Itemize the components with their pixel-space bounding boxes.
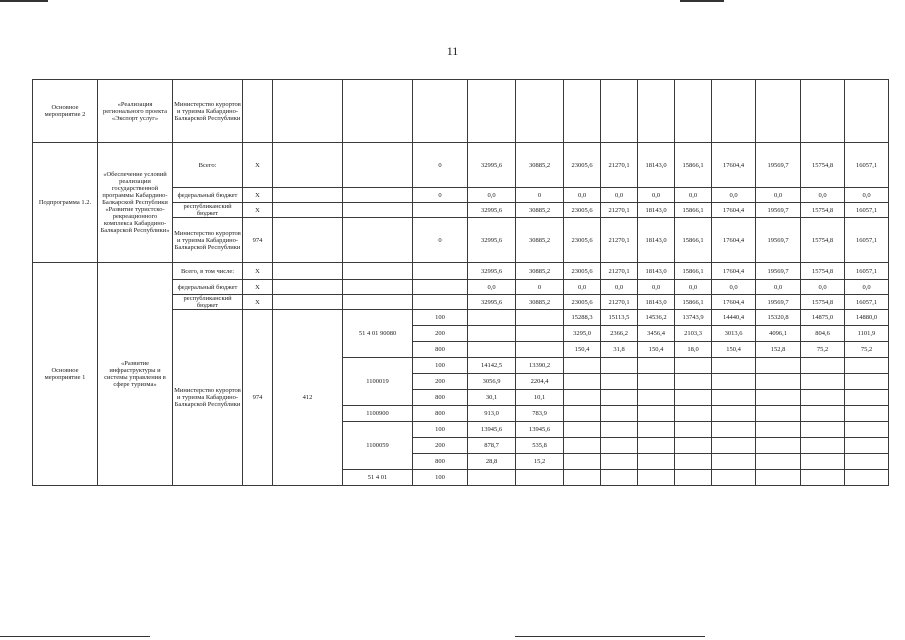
- amount-cell: 0,0: [675, 188, 712, 203]
- source-label-cell: Министерство курортов и туризма Кабардино-Балкарской Республики: [173, 218, 243, 263]
- amount-cell: [564, 406, 601, 422]
- amount-cell: 10,1: [516, 390, 564, 406]
- empty-cell: [516, 80, 564, 143]
- csr-cell: 1100059: [343, 422, 413, 470]
- amount-cell: 23005,6: [564, 203, 601, 218]
- vr-cell: 800: [413, 454, 468, 470]
- amount-cell: 32995,6: [468, 218, 516, 263]
- amount-cell: 878,7: [468, 438, 516, 454]
- vr-cell: 800: [413, 342, 468, 358]
- amount-cell: 15754,8: [801, 263, 845, 280]
- amount-cell: 23005,6: [564, 295, 601, 310]
- amount-cell: 0,0: [675, 280, 712, 295]
- amount-cell: 28,8: [468, 454, 516, 470]
- main-event-name-cell: Основное мероприятие 1: [33, 263, 98, 486]
- amount-cell: 0,0: [468, 280, 516, 295]
- amount-cell: [845, 358, 889, 374]
- amount-cell: 30885,2: [516, 263, 564, 280]
- amount-cell: [601, 422, 638, 438]
- scan-edge-mark: [0, 0, 48, 2]
- rz-cell: [273, 280, 343, 295]
- rz-cell: [273, 263, 343, 280]
- amount-cell: 17604,4: [712, 218, 756, 263]
- grbs-cell: X: [243, 263, 273, 280]
- amount-cell: 0,0: [845, 280, 889, 295]
- amount-cell: 30,1: [468, 390, 516, 406]
- rz-cell: [273, 188, 343, 203]
- amount-cell: 75,2: [845, 342, 889, 358]
- vr-cell: 800: [413, 406, 468, 422]
- amount-cell: [712, 374, 756, 390]
- amount-cell: 19569,7: [756, 263, 801, 280]
- empty-cell: [712, 80, 756, 143]
- vr-cell: 200: [413, 374, 468, 390]
- subprogram-name-cell: Подпрограмма 1.2.: [33, 143, 98, 263]
- amount-cell: 14880,0: [845, 310, 889, 326]
- amount-cell: [712, 406, 756, 422]
- amount-cell: 21270,1: [601, 295, 638, 310]
- amount-cell: 16057,1: [845, 143, 889, 188]
- rz-cell: [273, 203, 343, 218]
- rz-cell: [273, 218, 343, 263]
- amount-cell: 14142,5: [468, 358, 516, 374]
- amount-cell: [601, 406, 638, 422]
- amount-cell: 18143,0: [638, 203, 675, 218]
- amount-cell: 18143,0: [638, 143, 675, 188]
- amount-cell: [801, 358, 845, 374]
- amount-cell: [638, 422, 675, 438]
- amount-cell: 21270,1: [601, 218, 638, 263]
- table-row: [33, 263, 889, 280]
- amount-cell: [516, 326, 564, 342]
- amount-cell: 15754,8: [801, 143, 845, 188]
- amount-cell: 19569,7: [756, 203, 801, 218]
- amount-cell: [675, 454, 712, 470]
- amount-cell: [564, 454, 601, 470]
- amount-cell: [712, 438, 756, 454]
- amount-cell: [756, 390, 801, 406]
- amount-cell: 32995,6: [468, 295, 516, 310]
- amount-cell: [601, 358, 638, 374]
- amount-cell: 2366,2: [601, 326, 638, 342]
- vr-cell: 100: [413, 470, 468, 486]
- event-title-cell: «Реализация регионального проекта «Экспорт услуг»: [98, 80, 173, 143]
- amount-cell: [756, 358, 801, 374]
- vr-cell: 800: [413, 390, 468, 406]
- amount-cell: 150,4: [638, 342, 675, 358]
- amount-cell: 15754,8: [801, 203, 845, 218]
- amount-cell: 0,0: [601, 280, 638, 295]
- amount-cell: 16057,1: [845, 263, 889, 280]
- grbs-cell: X: [243, 280, 273, 295]
- amount-cell: 0: [516, 188, 564, 203]
- amount-cell: [675, 438, 712, 454]
- amount-cell: 13945,6: [516, 422, 564, 438]
- grbs-cell: X: [243, 143, 273, 188]
- page-number: 11: [446, 44, 459, 58]
- source-label-cell: республиканский бюджет: [173, 295, 243, 310]
- amount-cell: 0,0: [801, 280, 845, 295]
- amount-cell: [756, 406, 801, 422]
- source-label-cell: Всего, в том числе:: [173, 263, 243, 280]
- amount-cell: 0,0: [564, 280, 601, 295]
- amount-cell: [801, 454, 845, 470]
- rz-cell: [273, 295, 343, 310]
- amount-cell: [712, 358, 756, 374]
- amount-cell: 17604,4: [712, 203, 756, 218]
- amount-cell: 913,0: [468, 406, 516, 422]
- amount-cell: 0,0: [638, 280, 675, 295]
- amount-cell: 18143,0: [638, 263, 675, 280]
- vr-cell: [413, 280, 468, 295]
- amount-cell: 2204,4: [516, 374, 564, 390]
- amount-cell: 30885,2: [516, 143, 564, 188]
- amount-cell: 15866,1: [675, 203, 712, 218]
- amount-cell: 0,0: [468, 188, 516, 203]
- amount-cell: 783,9: [516, 406, 564, 422]
- empty-cell: [801, 80, 845, 143]
- empty-cell: [343, 80, 413, 143]
- csr-cell: 1100900: [343, 406, 413, 422]
- amount-cell: 30885,2: [516, 295, 564, 310]
- grbs-cell: 974: [243, 218, 273, 263]
- rz-cell: 412: [273, 310, 343, 486]
- amount-cell: [712, 470, 756, 486]
- amount-cell: 0,0: [601, 188, 638, 203]
- vr-cell: [413, 203, 468, 218]
- amount-cell: 15754,8: [801, 218, 845, 263]
- amount-cell: 804,6: [801, 326, 845, 342]
- amount-cell: 0: [516, 280, 564, 295]
- empty-cell: [756, 80, 801, 143]
- amount-cell: 4096,1: [756, 326, 801, 342]
- amount-cell: [801, 390, 845, 406]
- amount-cell: 16057,1: [845, 203, 889, 218]
- amount-cell: [638, 406, 675, 422]
- main-event-title-cell: «Развитие инфраструктуры и системы управления в сфере туризма»: [98, 263, 173, 486]
- csr-cell: [343, 263, 413, 280]
- amount-cell: 0,0: [638, 188, 675, 203]
- amount-cell: [845, 390, 889, 406]
- amount-cell: 0,0: [712, 188, 756, 203]
- amount-cell: 3456,4: [638, 326, 675, 342]
- vr-cell: 0: [413, 218, 468, 263]
- amount-cell: 32995,6: [468, 203, 516, 218]
- table-row: [33, 143, 889, 188]
- amount-cell: 13743,9: [675, 310, 712, 326]
- csr-cell: 51 4 01 90080: [343, 310, 413, 358]
- amount-cell: 18,0: [675, 342, 712, 358]
- table-row: [33, 80, 889, 143]
- amount-cell: 0,0: [712, 280, 756, 295]
- amount-cell: 15866,1: [675, 143, 712, 188]
- vr-cell: 100: [413, 310, 468, 326]
- csr-cell: [343, 295, 413, 310]
- amount-cell: [801, 438, 845, 454]
- amount-cell: [756, 454, 801, 470]
- csr-cell: [343, 203, 413, 218]
- amount-cell: [601, 374, 638, 390]
- vr-cell: 0: [413, 188, 468, 203]
- amount-cell: [468, 470, 516, 486]
- amount-cell: 30885,2: [516, 218, 564, 263]
- amount-cell: 30885,2: [516, 203, 564, 218]
- amount-cell: [564, 358, 601, 374]
- amount-cell: [638, 358, 675, 374]
- amount-cell: [675, 390, 712, 406]
- amount-cell: 150,4: [712, 342, 756, 358]
- amount-cell: 150,4: [564, 342, 601, 358]
- grbs-cell: X: [243, 295, 273, 310]
- csr-cell: [343, 218, 413, 263]
- amount-cell: [675, 406, 712, 422]
- amount-cell: 19569,7: [756, 218, 801, 263]
- amount-cell: 17604,4: [712, 295, 756, 310]
- source-label-cell: федеральный бюджет: [173, 280, 243, 295]
- empty-cell: [413, 80, 468, 143]
- scan-edge-mark: [515, 636, 705, 637]
- amount-cell: [564, 470, 601, 486]
- amount-cell: 15866,1: [675, 218, 712, 263]
- amount-cell: [564, 390, 601, 406]
- amount-cell: [712, 422, 756, 438]
- amount-cell: [801, 374, 845, 390]
- amount-cell: 15320,8: [756, 310, 801, 326]
- amount-cell: 0,0: [756, 188, 801, 203]
- amount-cell: 3295,0: [564, 326, 601, 342]
- amount-cell: [675, 358, 712, 374]
- amount-cell: 16057,1: [845, 295, 889, 310]
- amount-cell: [801, 406, 845, 422]
- csr-cell: 51 4 01: [343, 470, 413, 486]
- amount-cell: [712, 390, 756, 406]
- amount-cell: 18143,0: [638, 218, 675, 263]
- scan-edge-mark: [680, 0, 724, 2]
- amount-cell: 17604,4: [712, 143, 756, 188]
- amount-cell: 17604,4: [712, 263, 756, 280]
- csr-cell: [343, 143, 413, 188]
- grbs-cell: 974: [243, 310, 273, 486]
- amount-cell: [638, 438, 675, 454]
- amount-cell: [468, 342, 516, 358]
- empty-cell: [601, 80, 638, 143]
- amount-cell: [756, 470, 801, 486]
- rz-cell: [273, 143, 343, 188]
- amount-cell: 23005,6: [564, 143, 601, 188]
- amount-cell: [845, 374, 889, 390]
- vr-cell: 100: [413, 358, 468, 374]
- empty-cell: [638, 80, 675, 143]
- csr-cell: [343, 188, 413, 203]
- budget-table: [32, 79, 889, 486]
- amount-cell: 3056,9: [468, 374, 516, 390]
- amount-cell: [601, 454, 638, 470]
- amount-cell: 0,0: [564, 188, 601, 203]
- amount-cell: 19569,7: [756, 143, 801, 188]
- amount-cell: 13945,6: [468, 422, 516, 438]
- amount-cell: [638, 470, 675, 486]
- amount-cell: 18143,0: [638, 295, 675, 310]
- amount-cell: 1101,9: [845, 326, 889, 342]
- amount-cell: 152,8: [756, 342, 801, 358]
- executor-cell: Министерство курортов и туризма Кабардино-Балкарской Республики: [173, 310, 243, 486]
- amount-cell: 15,2: [516, 454, 564, 470]
- empty-cell: [564, 80, 601, 143]
- amount-cell: [516, 470, 564, 486]
- amount-cell: [564, 422, 601, 438]
- amount-cell: 3013,6: [712, 326, 756, 342]
- source-label-cell: федеральный бюджет: [173, 188, 243, 203]
- amount-cell: 13390,2: [516, 358, 564, 374]
- amount-cell: 31,8: [601, 342, 638, 358]
- empty-cell: [845, 80, 889, 143]
- amount-cell: [516, 342, 564, 358]
- amount-cell: [675, 374, 712, 390]
- amount-cell: 535,8: [516, 438, 564, 454]
- amount-cell: [468, 310, 516, 326]
- amount-cell: [638, 374, 675, 390]
- amount-cell: [712, 454, 756, 470]
- amount-cell: 75,2: [801, 342, 845, 358]
- amount-cell: 21270,1: [601, 143, 638, 188]
- amount-cell: 32995,6: [468, 143, 516, 188]
- source-label-cell: республиканский бюджет: [173, 203, 243, 218]
- amount-cell: [564, 374, 601, 390]
- amount-cell: 0,0: [756, 280, 801, 295]
- amount-cell: [675, 422, 712, 438]
- amount-cell: 21270,1: [601, 263, 638, 280]
- amount-cell: [638, 454, 675, 470]
- vr-cell: [413, 295, 468, 310]
- amount-cell: 15754,8: [801, 295, 845, 310]
- vr-cell: 200: [413, 438, 468, 454]
- empty-cell: [468, 80, 516, 143]
- vr-cell: [413, 263, 468, 280]
- amount-cell: [638, 390, 675, 406]
- amount-cell: 32995,6: [468, 263, 516, 280]
- amount-cell: 14440,4: [712, 310, 756, 326]
- amount-cell: [801, 470, 845, 486]
- amount-cell: [845, 438, 889, 454]
- vr-cell: 100: [413, 422, 468, 438]
- amount-cell: [845, 406, 889, 422]
- grbs-cell: X: [243, 203, 273, 218]
- amount-cell: 23005,6: [564, 218, 601, 263]
- csr-cell: [343, 280, 413, 295]
- amount-cell: [468, 326, 516, 342]
- amount-cell: 15866,1: [675, 263, 712, 280]
- amount-cell: [801, 422, 845, 438]
- amount-cell: 15866,1: [675, 295, 712, 310]
- amount-cell: 15113,5: [601, 310, 638, 326]
- amount-cell: 19569,7: [756, 295, 801, 310]
- amount-cell: [564, 438, 601, 454]
- amount-cell: [845, 422, 889, 438]
- scan-edge-mark: [0, 636, 150, 637]
- amount-cell: [675, 470, 712, 486]
- amount-cell: [845, 454, 889, 470]
- empty-cell: [243, 80, 273, 143]
- vr-cell: 200: [413, 326, 468, 342]
- amount-cell: 16057,1: [845, 218, 889, 263]
- amount-cell: 0,0: [845, 188, 889, 203]
- amount-cell: [845, 470, 889, 486]
- amount-cell: 0,0: [801, 188, 845, 203]
- amount-cell: 15288,3: [564, 310, 601, 326]
- csr-cell: 1100019: [343, 358, 413, 406]
- amount-cell: [756, 374, 801, 390]
- executor-cell: Министерство курортов и туризма Кабардино-Балкарской Республики: [173, 80, 243, 143]
- amount-cell: [601, 470, 638, 486]
- empty-cell: [675, 80, 712, 143]
- empty-cell: [273, 80, 343, 143]
- grbs-cell: X: [243, 188, 273, 203]
- subprogram-title-cell: «Обеспечение условий реализации государственной программы Кабардино-Балкарской Республики «Развитие туристско-рекреационного комплекса Кабардино-Балкарской Республики»: [98, 143, 173, 263]
- amount-cell: 14536,2: [638, 310, 675, 326]
- amount-cell: [601, 390, 638, 406]
- amount-cell: 23005,6: [564, 263, 601, 280]
- amount-cell: [601, 438, 638, 454]
- amount-cell: [756, 438, 801, 454]
- source-label-cell: Всего:: [173, 143, 243, 188]
- amount-cell: 2103,3: [675, 326, 712, 342]
- amount-cell: 14875,0: [801, 310, 845, 326]
- event-name-cell: Основное мероприятие 2: [33, 80, 98, 143]
- amount-cell: [756, 422, 801, 438]
- amount-cell: 21270,1: [601, 203, 638, 218]
- amount-cell: [516, 310, 564, 326]
- vr-cell: 0: [413, 143, 468, 188]
